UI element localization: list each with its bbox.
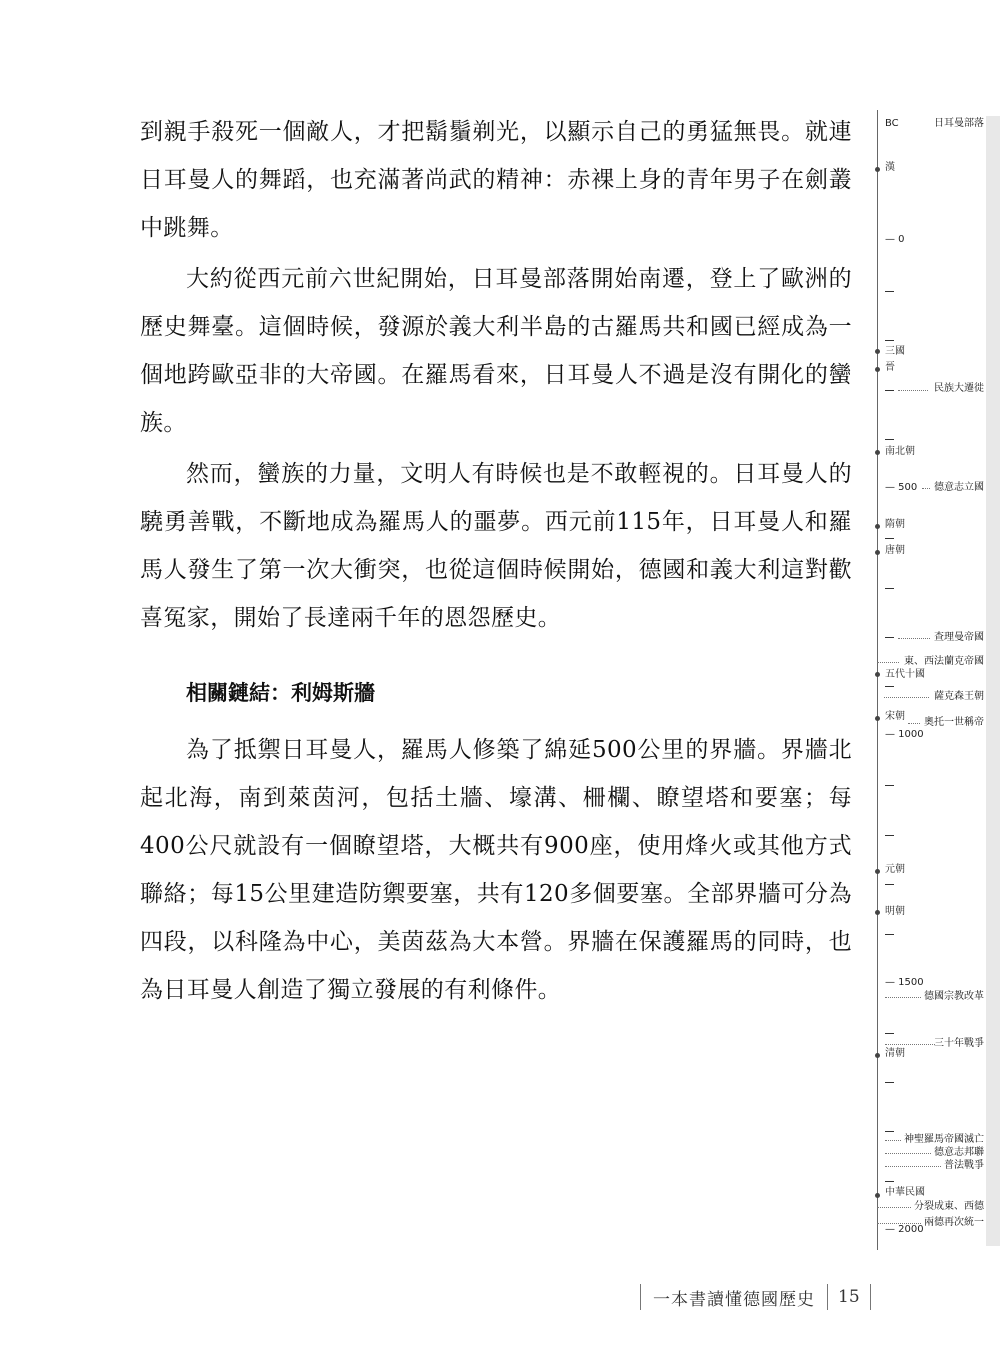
timeline-leader <box>884 697 929 698</box>
timeline-minor-tick <box>885 588 894 589</box>
timeline-dynasty: 隋朝 <box>885 519 905 530</box>
timeline-event: 東、西法蘭克帝國 <box>904 656 984 667</box>
timeline-minor-tick <box>885 439 894 440</box>
timeline-dynasty: 明朝 <box>885 906 905 917</box>
timeline-dynasty: 宋朝 <box>885 711 905 722</box>
timeline-dot <box>875 550 880 555</box>
timeline-dot <box>875 1053 880 1058</box>
timeline-leader <box>908 723 920 724</box>
timeline-minor-tick <box>885 686 894 687</box>
timeline-event: 德國宗教改革 <box>924 991 984 1002</box>
timeline-leader <box>898 390 928 391</box>
timeline-dot <box>875 672 880 677</box>
timeline-minor-tick <box>885 1082 894 1083</box>
timeline-minor-tick <box>885 1033 894 1034</box>
timeline-event: 普法戰爭 <box>944 1160 984 1171</box>
timeline-event: 德意志邦聯 <box>934 1147 984 1158</box>
timeline-dot <box>875 367 880 372</box>
timeline-sidebar <box>868 108 1000 1253</box>
timeline-dynasty: 唐朝 <box>885 545 905 556</box>
timeline-leader <box>885 1153 931 1154</box>
timeline-start-label: BC <box>885 118 899 129</box>
timeline-minor-tick <box>885 291 894 292</box>
timeline-event: 兩德再次統一 <box>924 1217 984 1228</box>
timeline-tick: — 1000 <box>885 729 924 740</box>
timeline-dynasty: 中華民國 <box>885 1187 925 1198</box>
timeline-tick: — 1500 <box>885 977 924 988</box>
book-title: 一本書讀懂德國歷史 <box>653 1289 815 1310</box>
timeline-minor-tick <box>885 835 894 836</box>
timeline-dynasty: 晉 <box>885 362 895 373</box>
timeline-leader <box>885 997 921 998</box>
timeline-dot <box>875 910 880 915</box>
timeline-dot <box>875 869 880 874</box>
section-paragraph: 為了抵禦日耳曼人，羅馬人修築了綿延500公里的界牆。界牆北起北海，南到萊茵河，包括土牆、壕溝、柵欄、瞭望塔和要塞；每400公尺就設有一個瞭望塔，大概共有900座，使用烽火或其他方式聯絡；每15公里建造防禦要塞，共有120多個要塞。全部界牆可分為四段，以科隆為中心，美茵茲為大本營。界牆在保護羅馬的同時，也為日耳曼人創造了獨立發展的有利條件。 <box>140 737 852 1003</box>
page-footer <box>640 1283 871 1311</box>
timeline-event: 薩克森王朝 <box>934 691 984 702</box>
timeline-event: 民族大遷徙 <box>934 383 984 394</box>
timeline-leader <box>885 1140 901 1141</box>
timeline-dynasty: 五代十國 <box>885 669 925 680</box>
paragraph: 大約從西元前六世紀開始，日耳曼部落開始南遷，登上了歐洲的歷史舞臺。這個時候，發源於義大利半島的古羅馬共和國已經成為一個地跨歐亞非的大帝國。在羅馬看來，日耳曼人不過是沒有開化的蠻族。 <box>140 266 852 436</box>
timeline-minor-tick <box>885 934 894 935</box>
timeline-minor-tick <box>885 390 894 391</box>
timeline-event: 德意志立國 <box>934 482 984 493</box>
page-number: 15 <box>838 1287 860 1307</box>
paragraph: 到親手殺死一個敵人，才把鬍鬚剃光，以顯示自己的勇猛無畏。就連日耳曼人的舞蹈，也充滿著尚武的精神：赤裸上身的青年男子在劍叢中跳舞。 <box>140 119 852 241</box>
timeline-leader <box>877 662 899 663</box>
timeline-tick: — 500 <box>885 482 918 493</box>
timeline-dot <box>875 450 880 455</box>
timeline-leader <box>877 1223 921 1224</box>
main-text <box>140 108 852 1017</box>
timeline-leader <box>885 1044 935 1045</box>
timeline-axis <box>877 110 878 1250</box>
timeline-event: 三十年戰爭 <box>934 1038 984 1049</box>
timeline-tick: — 0 <box>885 234 905 245</box>
timeline-minor-tick <box>885 1131 894 1132</box>
timeline-dot <box>875 716 880 721</box>
timeline-dot <box>875 167 880 172</box>
timeline-leader <box>898 638 930 639</box>
timeline-dynasty: 漢 <box>885 162 895 173</box>
timeline-dot <box>875 524 880 529</box>
footer-divider <box>870 1284 871 1310</box>
timeline-minor-tick <box>885 340 894 341</box>
timeline-event: 奧托一世稱帝 <box>924 717 984 728</box>
timeline-event: 日耳曼部落 <box>934 118 984 129</box>
timeline-event: 神聖羅馬帝國滅亡 <box>904 1134 984 1145</box>
timeline-tick: — 2000 <box>885 1224 924 1235</box>
timeline-leader <box>877 1207 911 1208</box>
section-heading: 相關鏈結：利姆斯牆 <box>186 681 375 705</box>
timeline-event: 分裂成東、西德 <box>914 1201 984 1212</box>
timeline-minor-tick <box>885 785 894 786</box>
timeline-dynasty: 南北朝 <box>885 446 915 457</box>
timeline-leader <box>885 1166 941 1167</box>
timeline-event: 查理曼帝國 <box>934 632 984 643</box>
timeline-minor-tick <box>885 637 894 638</box>
timeline-minor-tick <box>885 1181 894 1182</box>
timeline-dynasty: 三國 <box>885 346 905 357</box>
paragraph: 然而，蠻族的力量，文明人有時候也是不敢輕視的。日耳曼人的驍勇善戰，不斷地成為羅馬人的噩夢。西元前115年，日耳曼人和羅馬人發生了第一次大衝突，也從這個時候開始，德國和義大利這對歡喜冤家，開始了長達兩千年的恩怨歷史。 <box>140 461 852 631</box>
timeline-leader <box>922 488 930 489</box>
timeline-dynasty: 清朝 <box>885 1048 905 1059</box>
timeline-minor-tick <box>885 538 894 539</box>
timeline-minor-tick <box>885 884 894 885</box>
timeline-dot <box>875 349 880 354</box>
timeline-bar <box>986 116 1000 1246</box>
timeline-dynasty: 元朝 <box>885 864 905 875</box>
timeline-dot <box>875 1193 880 1198</box>
